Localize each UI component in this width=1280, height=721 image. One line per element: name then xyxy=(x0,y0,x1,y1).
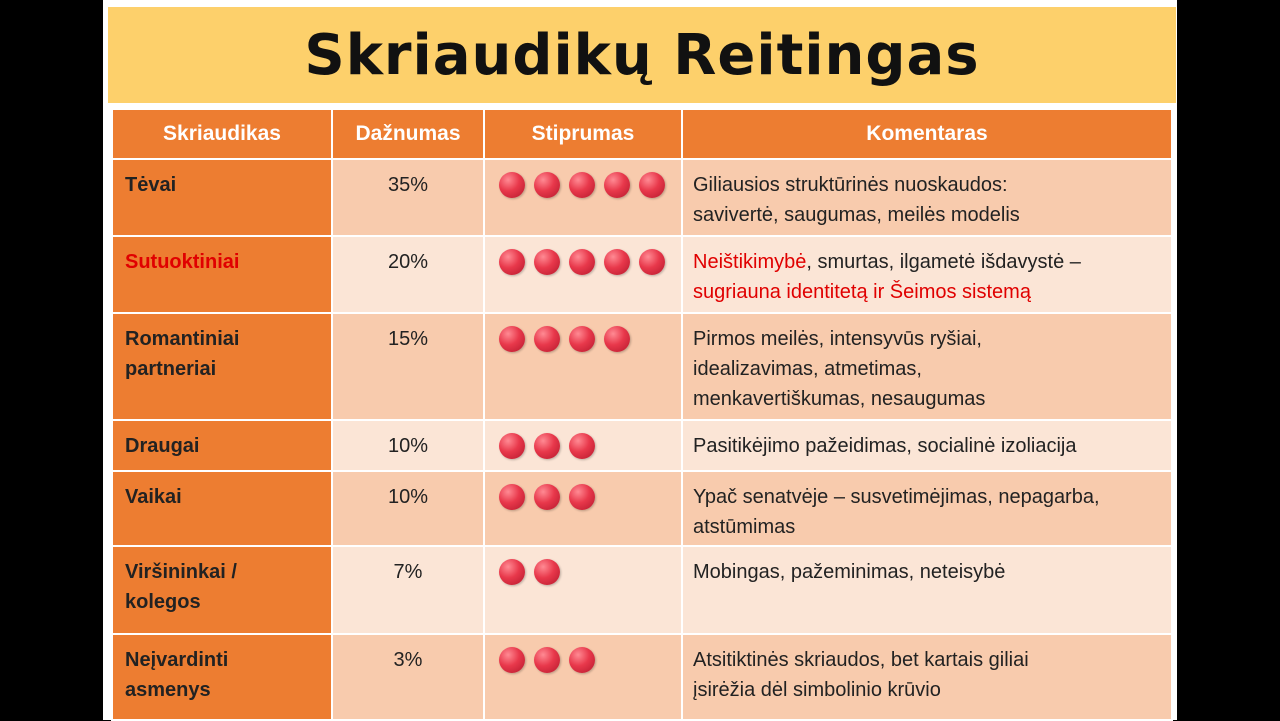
strength-dot-icon xyxy=(534,647,560,673)
strength-dot-icon xyxy=(499,433,525,459)
strength-dot-icon xyxy=(534,172,560,198)
frequency-value: 15% xyxy=(332,313,484,420)
abuser-name: Sutuoktiniai xyxy=(112,236,332,313)
table-row xyxy=(112,546,1172,634)
comment-text: Pirmos meilės, intensyvūs ryšiai, idealizavimas, atmetimas, menkavertiškumas, nesaugumas xyxy=(682,313,1172,420)
title-banner xyxy=(108,7,1176,103)
strength-dot-icon xyxy=(499,484,525,510)
strength-dot-icon xyxy=(569,326,595,352)
frequency-value: 20% xyxy=(332,236,484,313)
comment-text: Giliausios struktūrinės nuoskaudos: savivertė, saugumas, meilės modelis xyxy=(682,159,1172,236)
comment-highlight: Neištikimybė xyxy=(693,251,807,273)
strength-dot-icon xyxy=(569,484,595,510)
table-row xyxy=(112,236,1172,313)
table-row xyxy=(112,159,1172,236)
strength-dot-icon xyxy=(534,249,560,275)
abuser-name: Vaikai xyxy=(112,471,332,546)
abuser-name: Draugai xyxy=(112,420,332,471)
strength-dot-icon xyxy=(569,433,595,459)
strength-rating xyxy=(484,236,682,313)
comment-text: Pasitikėjimo pažeidimas, socialinė izoliacija xyxy=(682,420,1172,471)
strength-dot-icon xyxy=(639,249,665,275)
strength-rating xyxy=(484,313,682,420)
strength-rating xyxy=(484,546,682,634)
table-row xyxy=(112,634,1172,720)
abuser-name: Romantiniai partneriai xyxy=(112,313,332,420)
comment-text: Atsitiktinės skriaudos, bet kartais giliai įsirėžia dėl simbolinio krūvio xyxy=(682,634,1172,720)
table-row xyxy=(112,313,1172,420)
strength-dot-icon xyxy=(499,647,525,673)
table-row xyxy=(112,420,1172,471)
strength-dot-icon xyxy=(499,249,525,275)
strength-dot-icon xyxy=(499,326,525,352)
column-header-comment: Komentaras xyxy=(682,109,1172,159)
strength-rating xyxy=(484,420,682,471)
strength-dot-icon xyxy=(569,172,595,198)
abuser-name: Tėvai xyxy=(112,159,332,236)
frequency-value: 3% xyxy=(332,634,484,720)
strength-dot-icon xyxy=(534,559,560,585)
comment-highlight: sugriauna identitetą ir Šeimos sistemą xyxy=(693,281,1031,303)
strength-rating xyxy=(484,471,682,546)
page-title: Skriaudikų Reitingas xyxy=(304,22,980,88)
strength-dot-icon xyxy=(639,172,665,198)
comment-text: Mobingas, pažeminimas, neteisybė xyxy=(682,546,1172,634)
column-header-strength: Stiprumas xyxy=(484,109,682,159)
strength-dot-icon xyxy=(604,249,630,275)
strength-dot-icon xyxy=(534,484,560,510)
abuser-name: Viršininkai / kolegos xyxy=(112,546,332,634)
comment-text: Neištikimybė, smurtas, ilgametė išdavystė – sugriauna identitetą ir Šeimos sistemą xyxy=(682,236,1172,313)
strength-dot-icon xyxy=(534,433,560,459)
column-header-abuser: Skriaudikas xyxy=(112,109,332,159)
strength-dot-icon xyxy=(499,172,525,198)
frequency-value: 35% xyxy=(332,159,484,236)
table-header-row xyxy=(112,109,1172,159)
strength-rating xyxy=(484,159,682,236)
strength-rating xyxy=(484,634,682,720)
strength-dot-icon xyxy=(569,249,595,275)
abuser-name: Neįvardinti asmenys xyxy=(112,634,332,720)
frequency-value: 10% xyxy=(332,471,484,546)
comment-text: Ypač senatvėje – susvetimėjimas, nepagarba, atstūmimas xyxy=(682,471,1172,546)
frequency-value: 7% xyxy=(332,546,484,634)
strength-dot-icon xyxy=(534,326,560,352)
frequency-value: 10% xyxy=(332,420,484,471)
strength-dot-icon xyxy=(569,647,595,673)
rating-table xyxy=(111,108,1173,721)
table-row xyxy=(112,471,1172,546)
strength-dot-icon xyxy=(604,172,630,198)
strength-dot-icon xyxy=(499,559,525,585)
strength-dot-icon xyxy=(604,326,630,352)
column-header-frequency: Dažnumas xyxy=(332,109,484,159)
slide xyxy=(103,0,1177,720)
